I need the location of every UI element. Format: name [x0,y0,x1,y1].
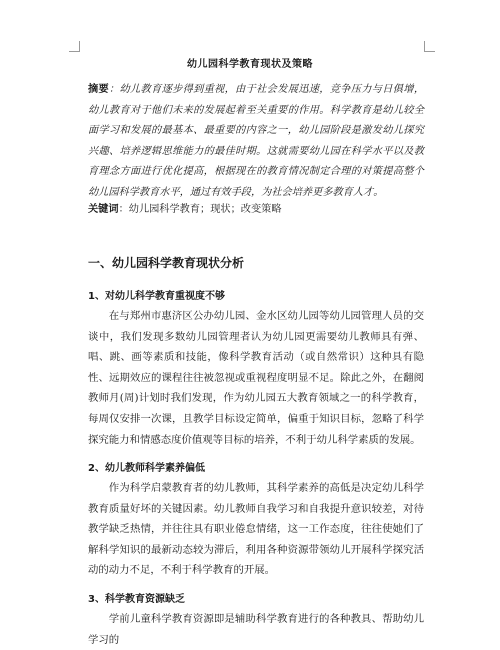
abstract-paragraph [88,80,424,203]
subsection-heading-3: 3、科学教育资源缺乏 [88,594,185,605]
subsection-paragraph-1: 在与郑州市惠济区公办幼儿园、金水区幼儿园等幼儿园管理人员的交谈中，我们发现多数幼儿园管理者认为幼儿园更需要幼儿教师具有弹、唱、跳、画等素质和技能，像科学教育活动（或自然常识）这种具有隐性、远期效应的课程往往被忽视或重视程度明显不足。除此之外，在翻阅教师月(周)计划时我们发现，作为幼儿园五大教育领域之一的科学教育，每周仅安排一次课，且教学目标设定简单，偏重于知识目标，忽略了科学探究能力和情感态度价值观等目标的培养，不利于幼儿科学素质的发展。 [88,310,424,446]
subsection-heading-2: 2、幼儿教师科学素养偏低 [88,463,205,474]
keywords-label: 关键词 [88,204,119,215]
subsection-paragraph-3: 学前儿童科学教育资源即是辅助科学教育进行的各种教具、帮助幼儿学习的 [88,613,424,646]
abstract-text: ：幼儿教育逐步得到重视，由于社会发展迅速，竞争压力与日俱增，幼儿教育对于他们未来的发展起着至关重要的作用。科学教育是幼儿较全面学习和发展的最基本、最重要的内容之一，幼儿园阶段是激发幼儿探究兴趣、培养逻辑思维能力的最佳时期。这就需要幼儿园在科学水平以及教育理念方面进行优化提高，根据现在的教育情况制定合理的对策提高整个幼儿园科学教育水平，通过有效手段，为社会培养更多教育人才。 [88,84,425,198]
page-corner-mark-right [424,41,435,52]
section-heading: 一、幼儿园科学教育现状分析 [88,256,245,270]
abstract-label: 摘要 [88,84,110,95]
subsection-heading-1: 1、对幼儿科学教育重视度不够 [88,291,225,302]
page-corner-mark-left [69,41,80,52]
keywords-text: ：幼儿园科学教育；现状；改变策略 [118,204,282,215]
document-title: 幼儿园科学教育现状及策略 [187,59,313,70]
keywords-line [88,201,424,219]
subsection-paragraph-2: 作为科学启蒙教育者的幼儿教师，其科学素养的高低是决定幼儿科学教育质量好坏的关键因素。幼儿教师自我学习和自我提升意识较差，对待教学缺乏热情，并往往具有职业倦怠情绪，这一工作态度，往往使她们了解科学知识的最新动态较为滞后，利用各种资源带领幼儿开展科学探究活动的动力不足，不利于科学教育的开展。 [88,482,424,577]
